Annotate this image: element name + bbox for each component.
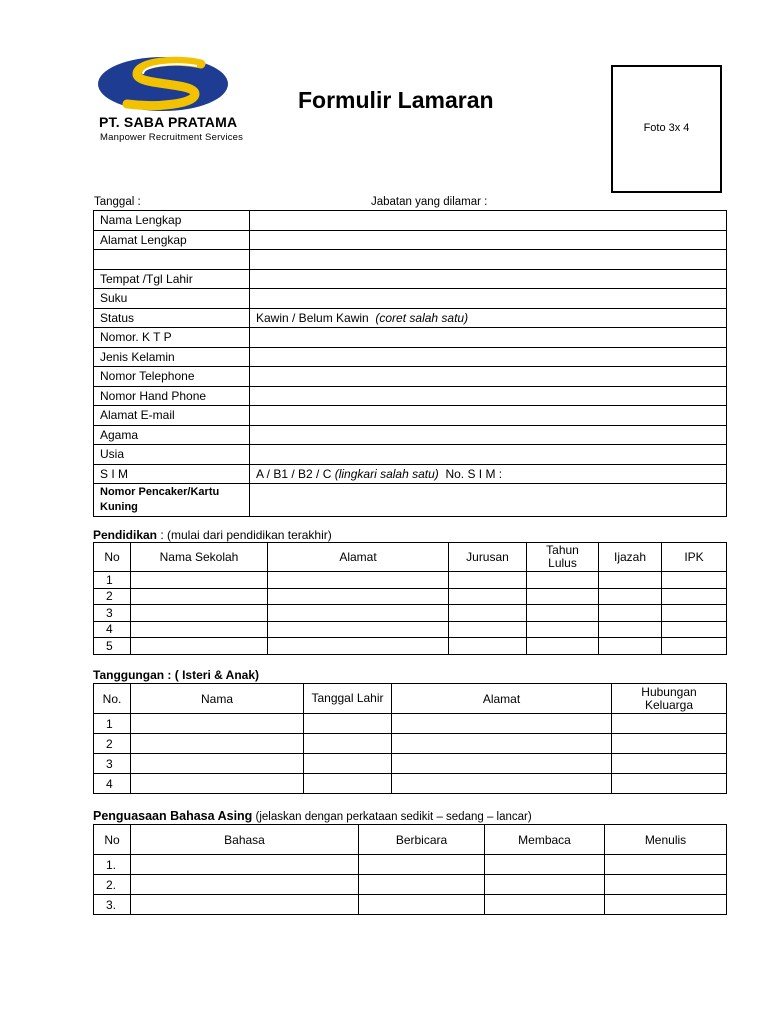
input-cell[interactable] <box>599 638 662 655</box>
input-cell[interactable] <box>131 734 304 754</box>
photo-label: Foto 3x 4 <box>643 122 690 134</box>
table-row <box>94 588 727 605</box>
table-row <box>94 289 727 309</box>
input-cell[interactable] <box>662 572 727 589</box>
column-header: Tanggal Lahir <box>304 684 392 714</box>
input-field[interactable] <box>250 250 727 270</box>
row-number: 1 <box>94 714 131 734</box>
table-row <box>94 734 727 754</box>
table-row <box>94 754 727 774</box>
column-header: Hubungan Keluarga <box>612 684 727 714</box>
column-header: Bahasa <box>131 825 359 855</box>
input-cell[interactable] <box>359 895 485 915</box>
table-row <box>94 464 727 484</box>
table-row <box>94 328 727 348</box>
row-number: 5 <box>94 638 131 655</box>
table-row <box>94 269 727 289</box>
row-number: 4 <box>94 621 131 638</box>
input-field[interactable] <box>250 347 727 367</box>
education-heading <box>93 528 332 542</box>
input-cell[interactable] <box>599 621 662 638</box>
table-row <box>94 211 727 231</box>
table-row <box>94 250 727 270</box>
status-field[interactable] <box>250 308 727 328</box>
input-cell[interactable] <box>485 875 605 895</box>
input-cell[interactable] <box>359 875 485 895</box>
input-cell[interactable] <box>304 774 392 794</box>
row-label: Nama Lengkap <box>94 211 250 231</box>
languages-title: Penguasaan Bahasa Asing <box>93 809 253 823</box>
table-row <box>94 638 727 655</box>
input-cell[interactable] <box>449 588 527 605</box>
table-row <box>94 425 727 445</box>
row-label: Alamat Lengkap <box>94 230 250 250</box>
sim-note: (lingkari salah satu) <box>334 466 439 481</box>
row-label: S I M <box>94 464 250 484</box>
input-cell[interactable] <box>662 638 727 655</box>
column-header: Ijazah <box>599 543 662 572</box>
row-label <box>94 250 250 270</box>
input-cell[interactable] <box>599 572 662 589</box>
input-cell[interactable] <box>131 605 268 622</box>
input-field[interactable] <box>250 328 727 348</box>
input-cell[interactable] <box>131 714 304 734</box>
sim-field[interactable] <box>250 464 727 484</box>
row-label: Alamat E-mail <box>94 406 250 426</box>
column-header: IPK <box>662 543 727 572</box>
table-row <box>94 367 727 387</box>
table-row <box>94 308 727 328</box>
input-field[interactable] <box>250 289 727 309</box>
input-cell[interactable] <box>304 754 392 774</box>
input-cell[interactable] <box>527 588 599 605</box>
column-header: Berbicara <box>359 825 485 855</box>
row-number: 1 <box>94 572 131 589</box>
table-header-row <box>94 825 727 855</box>
table-row <box>94 572 727 589</box>
input-cell[interactable] <box>612 754 727 774</box>
row-label: Suku <box>94 289 250 309</box>
row-label: Nomor Hand Phone <box>94 386 250 406</box>
row-number: 3 <box>94 605 131 622</box>
languages-table <box>93 824 727 915</box>
input-cell[interactable] <box>605 895 727 915</box>
input-field[interactable] <box>250 484 727 517</box>
column-header: Membaca <box>485 825 605 855</box>
input-cell[interactable] <box>612 774 727 794</box>
row-number: 4 <box>94 774 131 794</box>
row-label: Nomor Telephone <box>94 367 250 387</box>
row-label: Tempat /Tgl Lahir <box>94 269 250 289</box>
input-cell[interactable] <box>392 734 612 754</box>
photo-box[interactable] <box>611 65 722 193</box>
input-cell[interactable] <box>304 714 392 734</box>
position-label: Jabatan yang dilamar : <box>371 196 488 208</box>
input-field[interactable] <box>250 445 727 465</box>
input-cell[interactable] <box>449 605 527 622</box>
input-cell[interactable] <box>359 855 485 875</box>
company-tagline: Manpower Recruitment Services <box>100 132 244 143</box>
status-options: Kawin / Belum Kawin <box>256 310 369 325</box>
row-label: Nomor. K T P <box>94 328 250 348</box>
input-cell[interactable] <box>131 855 359 875</box>
column-header: Alamat <box>392 684 612 714</box>
input-cell[interactable] <box>268 605 449 622</box>
input-cell[interactable] <box>392 754 612 774</box>
column-header: Tahun Lulus <box>527 543 599 572</box>
input-cell[interactable] <box>131 621 268 638</box>
dependents-title: Tanggungan : ( Isteri & Anak) <box>93 668 260 682</box>
row-number: 2. <box>94 875 131 895</box>
form-title: Formulir Lamaran <box>298 87 494 113</box>
input-cell[interactable] <box>605 855 727 875</box>
table-row <box>94 855 727 875</box>
input-cell[interactable] <box>662 621 727 638</box>
row-number: 2 <box>94 734 131 754</box>
table-row <box>94 605 727 622</box>
column-header: No <box>94 543 131 572</box>
input-cell[interactable] <box>527 605 599 622</box>
input-cell[interactable] <box>131 638 268 655</box>
input-cell[interactable] <box>527 638 599 655</box>
input-cell[interactable] <box>268 621 449 638</box>
row-label: Status <box>94 308 250 328</box>
input-cell[interactable] <box>392 774 612 794</box>
table-row <box>94 347 727 367</box>
column-header: Jurusan <box>449 543 527 572</box>
row-label: Jenis Kelamin <box>94 347 250 367</box>
row-label: Agama <box>94 425 250 445</box>
dependents-table <box>93 683 727 794</box>
input-field[interactable] <box>250 425 727 445</box>
input-cell[interactable] <box>605 875 727 895</box>
input-cell[interactable] <box>131 774 304 794</box>
table-row <box>94 714 727 734</box>
column-header: No <box>94 825 131 855</box>
input-cell[interactable] <box>304 734 392 754</box>
row-number: 1. <box>94 855 131 875</box>
column-header: Menulis <box>605 825 727 855</box>
input-field[interactable] <box>250 230 727 250</box>
input-cell[interactable] <box>131 754 304 774</box>
input-cell[interactable] <box>449 638 527 655</box>
input-cell[interactable] <box>131 875 359 895</box>
column-header: Alamat <box>268 543 449 572</box>
input-cell[interactable] <box>392 714 612 734</box>
input-field[interactable] <box>250 386 727 406</box>
column-header: Nama Sekolah <box>131 543 268 572</box>
input-cell[interactable] <box>662 605 727 622</box>
row-number: 2 <box>94 588 131 605</box>
table-row <box>94 895 727 915</box>
input-cell[interactable] <box>268 572 449 589</box>
table-row <box>94 774 727 794</box>
input-cell[interactable] <box>527 621 599 638</box>
status-note: (coret salah satu) <box>375 310 469 325</box>
input-cell[interactable] <box>268 588 449 605</box>
education-subtitle: : (mulai dari pendidikan terakhir) <box>157 528 332 542</box>
row-number: 3. <box>94 895 131 915</box>
input-cell[interactable] <box>268 638 449 655</box>
input-cell[interactable] <box>449 621 527 638</box>
input-field[interactable] <box>250 367 727 387</box>
column-header: Nama <box>131 684 304 714</box>
input-field[interactable] <box>250 211 727 231</box>
input-cell[interactable] <box>485 895 605 915</box>
table-row <box>94 230 727 250</box>
table-row <box>94 445 727 465</box>
company-logo <box>97 56 229 112</box>
input-cell[interactable] <box>599 588 662 605</box>
input-cell[interactable] <box>612 714 727 734</box>
table-header-row <box>94 543 727 572</box>
column-header: No. <box>94 684 131 714</box>
input-cell[interactable] <box>612 734 727 754</box>
table-row <box>94 386 727 406</box>
date-label: Tanggal : <box>94 196 141 208</box>
input-cell[interactable] <box>131 572 268 589</box>
row-number: 3 <box>94 754 131 774</box>
input-cell[interactable] <box>485 855 605 875</box>
table-row <box>94 484 727 517</box>
languages-subtitle: (jelaskan dengan perkataan sedikit – sedang – lancar) <box>252 811 532 823</box>
input-cell[interactable] <box>131 895 359 915</box>
input-cell[interactable] <box>662 588 727 605</box>
personal-data-table <box>93 210 727 517</box>
table-row <box>94 875 727 895</box>
sim-options: A / B1 / B2 / C <box>256 466 332 481</box>
sim-number-label: No. S I M : <box>445 466 503 481</box>
languages-heading <box>93 809 532 823</box>
input-cell[interactable] <box>131 588 268 605</box>
company-name: PT. SABA PRATAMA <box>99 114 238 130</box>
education-title: Pendidikan <box>93 528 158 542</box>
row-label: Nomor Pencaker/Kartu Kuning <box>94 484 250 517</box>
table-row <box>94 621 727 638</box>
table-row <box>94 406 727 426</box>
table-header-row <box>94 684 727 714</box>
input-field[interactable] <box>250 406 727 426</box>
input-cell[interactable] <box>527 572 599 589</box>
input-cell[interactable] <box>599 605 662 622</box>
input-cell[interactable] <box>449 572 527 589</box>
education-table <box>93 542 727 655</box>
input-field[interactable] <box>250 269 727 289</box>
row-label: Usia <box>94 445 250 465</box>
